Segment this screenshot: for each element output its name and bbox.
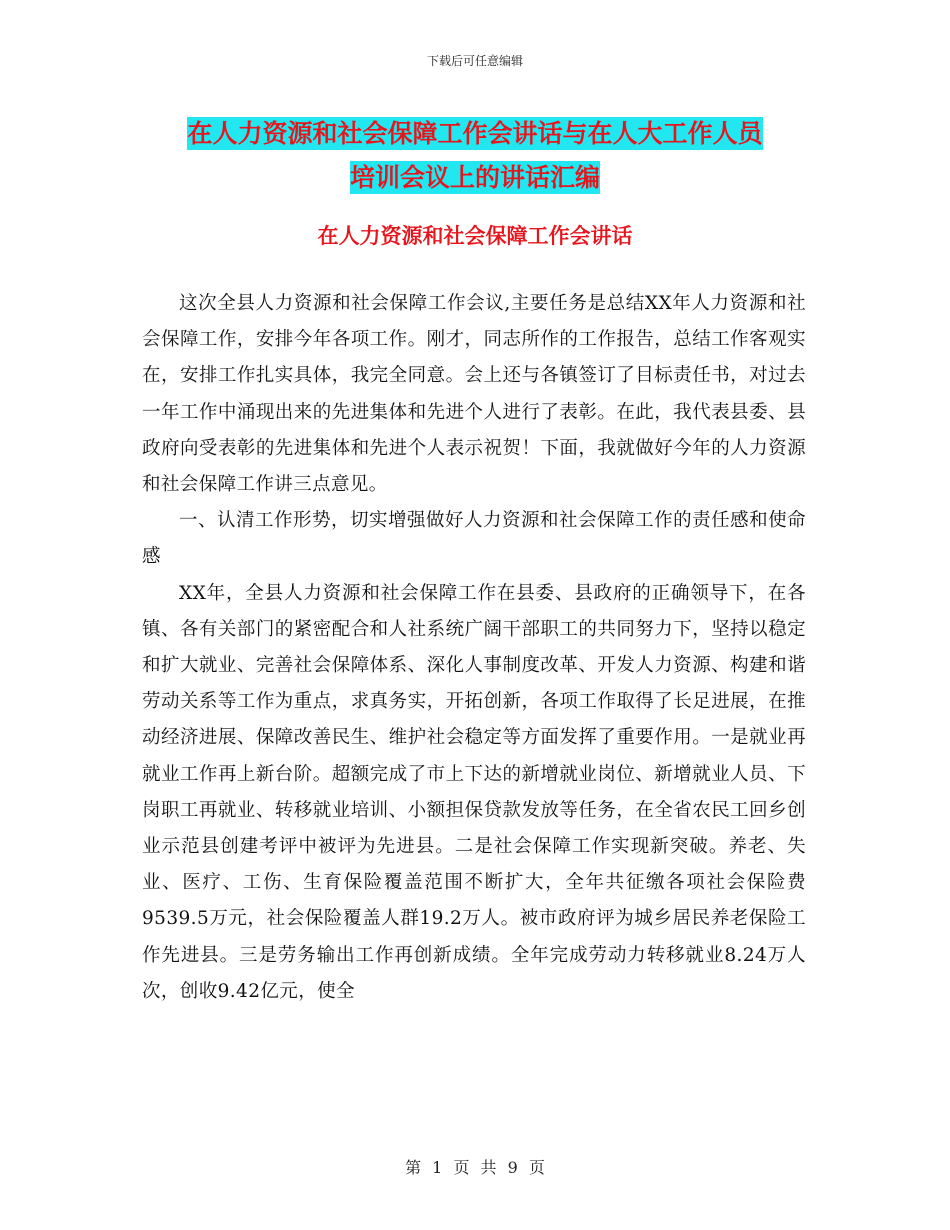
paragraph-heading: 一、认清工作形势，切实增强做好人力资源和社会保障工作的责任感和使命感 bbox=[142, 510, 806, 568]
title-line-1: 在人力资源和社会保障工作会讲话与在人大工作人员 bbox=[187, 119, 763, 148]
section-title: 在人力资源和社会保障工作会讲话 bbox=[317, 224, 633, 248]
paragraph: XX年，全县人力资源和社会保障工作在县委、县政府的正确领导下，在各镇、各有关部门的紧密配合和人社系统广阔干部职工的共同努力下，坚持以稳定和扩大就业、完善社会保障体系、深化人事制度改革、开发人力资源、构建和谐劳动关系等工作为重点，求真务实，开拓创新，各项工作取得了长足进展，在推动经济进展、保障改善民生、维护社会稳定等方面发挥了重要作用。一是就业再就业工作再上新台阶。超额完成了市上下达的新增就业岗位、新增就业人员、下岗职工再就业、转移就业培训、小额担保贷款发放等任务，在全省农民工回乡创业示范县创建考评中被评为先进县。二是社会保障工作实现新突破。养老、失业、医疗、工伤、生育保险覆盖范围不断扩大，全年共征缴各项社会保险费9539.5万元，社会保险覆盖人群19.2万人。被市政府评为城乡居民养老保险工作先进县。三是劳务输出工作再创新成绩。全年完成劳动力转移就业8.24万人次，创收9.42亿元，使全 bbox=[142, 582, 806, 1002]
title-line-2: 培训会议上的讲话汇编 bbox=[349, 163, 600, 192]
document-body bbox=[142, 286, 806, 1010]
page-header-note: 下载后可任意编辑 bbox=[426, 54, 523, 68]
document-title bbox=[140, 112, 810, 200]
paragraph: 这次全县人力资源和社会保障工作会议,主要任务是总结XX年人力资源和社会保障工作，安排今年各项工作。刚才，同志所作的工作报告，总结工作客观实在，安排工作扎实具体，我完全同意。会上还与各镇签订了目标责任书，对过去一年工作中涌现出来的先进集体和先进个人进行了表彰。在此，我代表县委、县政府向受表彰的先进集体和先进个人表示祝贺！下面，我就做好今年的人力资源和社会保障工作讲三点意见。 bbox=[142, 293, 806, 496]
page-number: 第 1 页 共 9 页 bbox=[405, 1158, 545, 1177]
